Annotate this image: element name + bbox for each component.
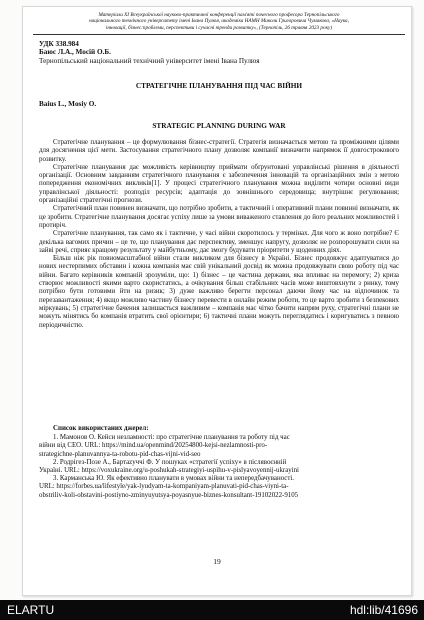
reference-line: 2. Родрігез-Позе А., Бартаzуччі Ф. У пошуках «стратегії успіху» в післявоєнній xyxy=(53,458,287,466)
affiliation: Тернопільський національний технічний університет імені Івана Пулюя xyxy=(39,56,260,65)
reference-line: URL: https://forbes.ua/lifestyle/yak-lyudyam-ta-kompaniyam-planuvati-pid-chas-viyni-ta- xyxy=(39,483,289,491)
authors-en: Baius L., Mosiy O. xyxy=(39,100,97,108)
repository-name: ELARTU xyxy=(7,603,55,617)
document-page xyxy=(22,6,412,596)
body-paragraph: Стратегічне планування, так само як і тактичне, у часі війни скоротилось у термінах. Для чого ж воно потрібне? Є декілька вагомих причин – це те, що планування дає перспективу, зменшує напругу, дозволяє не розпорошувати сили на зайві речі, сприяє кращому результату у майбутньому, дає змогу будувати пріоритети у щоденних діях. xyxy=(39,230,399,254)
header-line: національного технічного університету імені Івана Пулюя, академіка НАМН Миколи Григоровича Чумакова, «Наука, xyxy=(89,18,349,25)
body-paragraph: Більш ніж рік повномасштабної війни стали викликом для бізнесу в Україні. Бізнес продовжує адаптуватися до нових нестерпимих обставин і кожна компанія має свій унікальний досвід як можна продовжувати свою роботу під час війни. Багато керівників компаній зрозуміли, що: 1) бізнес – це частина держави, яка впливає на перемогу; 2) криза створює можливості якими варто скористатись, а очікування більш стабільних часів може виштовхнути з ринку, тому потрібно бути готовими йти на ризик; 3) дуже важливо берегти персонал даючи йому час на відпочинок та перезавантаження; 4) якщо можливо частину бізнесу перевести в онлайн режим роботи, то це варто зробити з безпекових міркувань; 5) стратегічне бачення залишається важливим – компанія має чітко бачити напрям руху, стратегічні плани не можуть мінятись бо компанія втратить свої орієнтири; 6) тактичні плани можуть переглядатись і коригуватись з певною періодичністю. xyxy=(39,255,399,329)
title-en-block xyxy=(39,121,399,130)
reference-line: obstriliv-koli-obstavini-postiyno-zminyuyutsya-poyasnyue-biznes-konsultant-19102022-9105 xyxy=(39,491,299,499)
references-title: Список використаних джерел: xyxy=(53,425,149,432)
header-line: інновації, бізнес:проблеми, перспективи і сучасні тренди розвитку», (Тернопіль, 26 травня 2023 року) xyxy=(105,24,333,31)
header-line: Матеріали ХІ Всеукраїнської науково-практичної конференції пам'яті почесного професора Тернопільського xyxy=(98,12,340,18)
reference-line: війни від CEO. URL: https://mind.ua/openmind/20254800-kejsi-nezlamnosti-pro- xyxy=(39,442,268,450)
body-paragraph: Стратегічний план повинен визначати, що потрібно зробити, а тактичний і оперативний плани повинні визначати, як це зробити. Стратегічне планування досягає успіху лише за умови виваженого ставлення до його реальних можливостей і протиріч. xyxy=(39,205,399,229)
page-number: 19 xyxy=(213,557,221,566)
article-meta xyxy=(39,40,399,65)
body-paragraph: Стратегічне планування дає можливість керівництву приймати обґрунтовані управлінські рішення в діяльності організації. Основним завданням стратегічного планування є забезпечення інновацій та організаційних змін з метою попередження економічних викликів[1]. У процесі стратегічного планування можна виділити чотири основні види управлінської діяльності: розподіл ресурсів; адаптація до зовнішнього середовища; внутрішнє регулювання; організаційні стратегічні прогнози. xyxy=(39,163,399,205)
article-title-en: STRATEGIC PLANNING DURING WAR xyxy=(152,121,286,130)
references-section xyxy=(39,425,399,500)
body-paragraph: Стратегічне планування – це формулювання бізнес-стратегії. Стратегія визначається метою та проміжними цілями для досягнення цієї мети. Застосування стратегічного плану дозволяє компанії визначити напрямок її довгострокового розвитку. xyxy=(39,139,399,163)
reference-line: strategichne-planuvannya-ta-robotu-pid-chas-vijni-vid-seo xyxy=(39,450,201,458)
authors-ua: Баюс Л.А., Мосій О.Б. xyxy=(39,48,111,57)
repository-footer xyxy=(0,600,424,620)
authors-en-block xyxy=(39,100,399,108)
udk-code: УДК 338.984 xyxy=(39,40,79,48)
reference-line: Україні. URL: https://voxukraine.org/u-poshukah-strategiyi-uspihu-v-pislyavoyennij-ukrayini xyxy=(39,467,299,475)
handle-id: hdl:lib/41696 xyxy=(349,603,418,617)
reference-line: 1. Мамонов О. Кейси незламності: про стратегічне планування та роботу під час xyxy=(53,434,290,442)
article-body xyxy=(39,139,399,330)
reference-line: 3. Карманська Ю. Як ефективно планувати в умовах війни та непередбачуваності. xyxy=(53,475,294,483)
article-title-ua: СТРАТЕГІЧНЕ ПЛАНУВАННЯ ПІД ЧАС ВІЙНИ xyxy=(135,81,303,90)
title-ua-block xyxy=(39,81,399,90)
conference-header xyxy=(33,9,405,35)
